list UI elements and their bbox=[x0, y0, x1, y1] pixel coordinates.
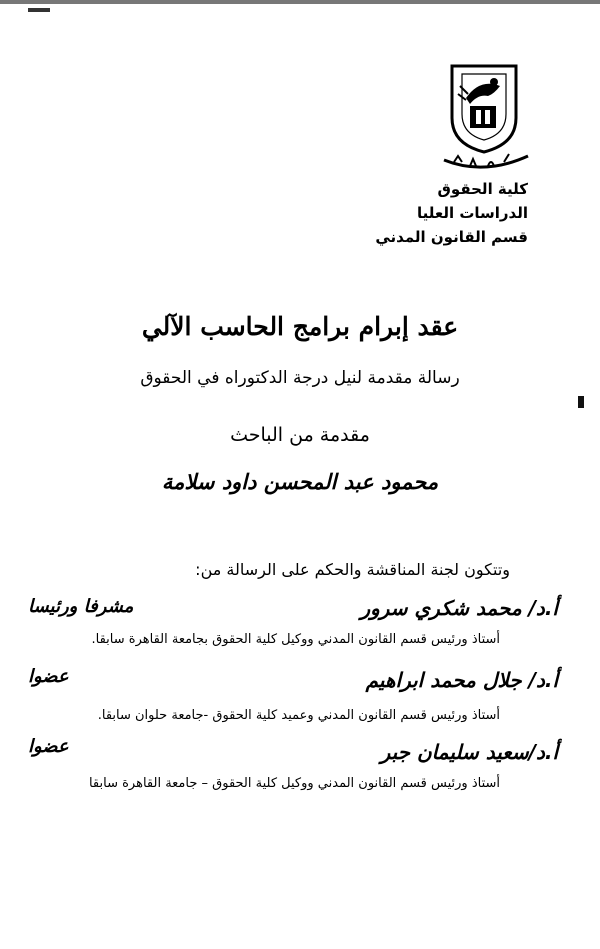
member-3-description: أستاذ ورئيس قسم القانون المدني ووكيل كلية الحقوق – جامعة القاهرة سابقا bbox=[88, 776, 500, 791]
department-name: قسم القانون المدني bbox=[375, 228, 528, 246]
member-1-role: مشرفا ورئيسا bbox=[28, 596, 134, 617]
member-2-name: أ.د/ جلال محمد ابراهيم bbox=[365, 668, 558, 692]
member-1-name: أ.د/ محمد شكري سرور bbox=[360, 596, 558, 620]
scan-side-mark bbox=[578, 396, 584, 408]
graduate-studies-label: الدراسات العليا bbox=[416, 204, 528, 222]
researcher-name: محمود عبد المحسن داود سلامة bbox=[161, 470, 439, 494]
presented-by-label: مقدمة من الباحث bbox=[230, 424, 370, 446]
scan-top-edge bbox=[0, 0, 600, 4]
thesis-title: عقد إبرام برامج الحاسب الآلي bbox=[141, 312, 459, 341]
scan-mark bbox=[28, 8, 50, 12]
member-2-description: أستاذ ورئيس قسم القانون المدني وعميد كلية الحقوق -جامعة حلوان سابقا. bbox=[97, 708, 500, 723]
committee-intro: وتتكون لجنة المناقشة والحكم على الرسالة من: bbox=[195, 560, 510, 579]
faculty-name: كلية الحقوق bbox=[437, 180, 528, 198]
cairo-university-logo bbox=[440, 64, 532, 174]
degree-statement: رسالة مقدمة لنيل درجة الدكتوراه في الحقوق bbox=[140, 368, 460, 388]
member-3-name: أ.د/سعيد سليمان جبر bbox=[380, 740, 558, 764]
member-2-role: عضوا bbox=[28, 666, 69, 687]
member-3-role: عضوا bbox=[28, 736, 69, 757]
member-1-description: أستاذ ورئيس قسم القانون المدني ووكيل كلية الحقوق بجامعة القاهرة سابقا. bbox=[91, 632, 500, 647]
